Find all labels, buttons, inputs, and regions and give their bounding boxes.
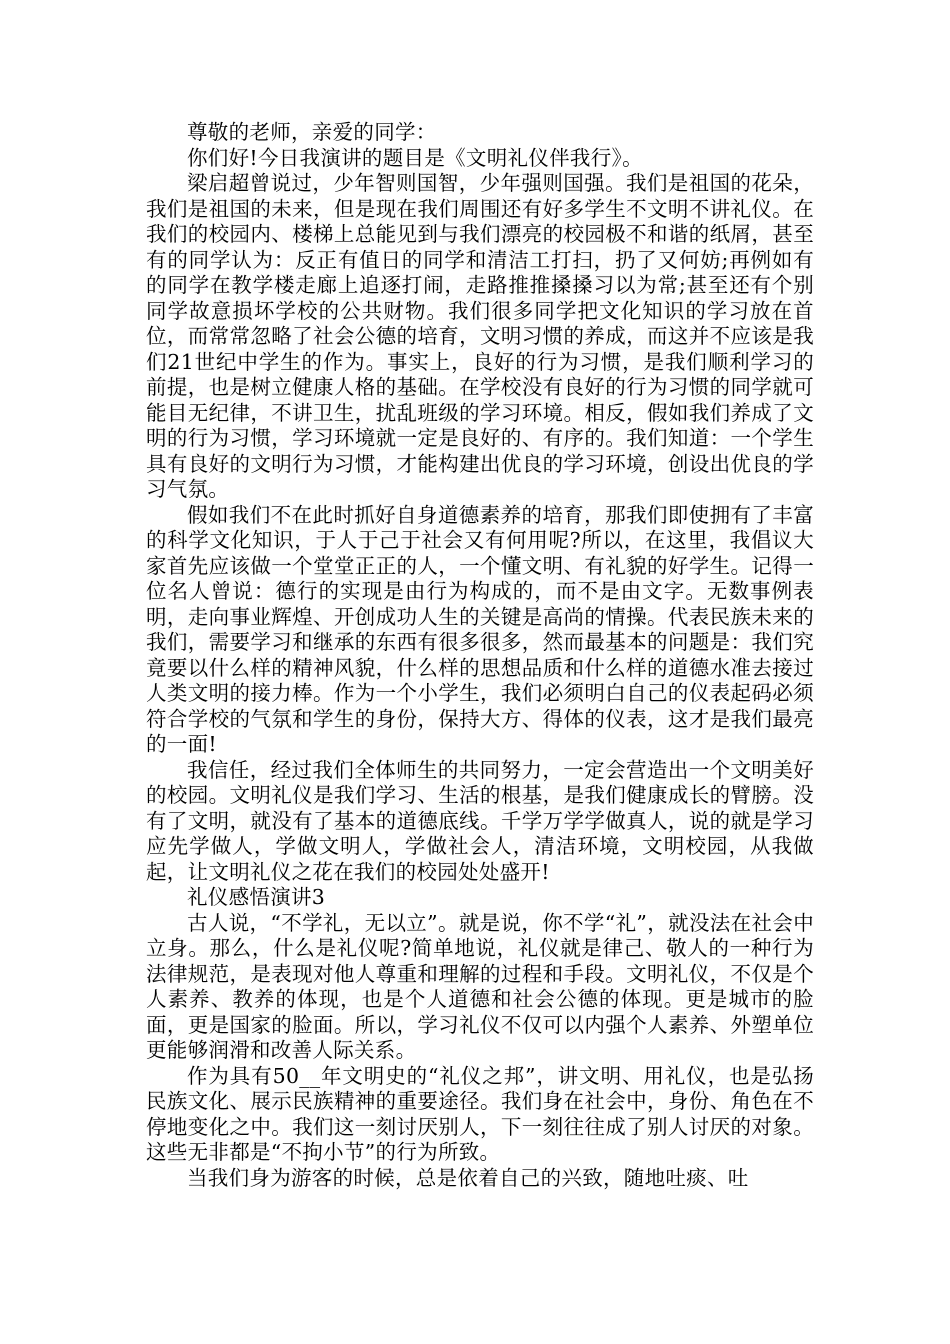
body-paragraph: 我信任，经过我们全体师生的共同努力，一定会营造出一个文明美好的校园。文明礼仪是我们学习、生活的根基，是我们健康成长的臂膀。没有了文明，就没有了基本的道德底线。千学万学学做真人，说的就是学习应先学做人，学做文明人，学做社会人，清洁环境，文明校园，从我做起，让文明礼仪之花在我们的校园处处盛开! <box>146 757 814 884</box>
greeting-paragraph: 你们好!今日我演讲的题目是《文明礼仪伴我行》。 <box>187 145 643 170</box>
body-paragraph: 梁启超曾说过，少年智则国智，少年强则国强。我们是祖国的花朵，我们是祖国的未来，但是现在我们周围还有好多学生不文明不讲礼仪。在我们的校园内、楼梯上总能见到与我们漂亮的校园极不和谐的纸屑，甚至有的同学认为：反正有值日的同学和清洁工打扫，扔了又何妨;再例如有的同学在教学楼走廊上追逐打闹，走路推推搡搡习以为常;甚至还有个别同学故意损坏学校的公共财物。我们很多同学把文化知识的学习放在首位，而常常忽略了社会公德的培育，文明习惯的养成，而这并不应该是我们21世纪中学生的作为。事实上，良好的行为习惯，是我们顺利学习的前提，也是树立健康人格的基础。在学校没有良好的行为习惯的同学就可能目无纪律，不讲卫生，扰乱班级的学习环境。相反，假如我们养成了文明的行为习惯，学习环境就一定是良好的、有序的。我们知道：一个学生具有良好的文明行为习惯，才能构建出优良的学习环境，创设出优良的学习气氛。 <box>146 171 814 501</box>
document-body <box>146 120 814 1191</box>
section-heading: 礼仪感悟演讲3 <box>187 885 326 909</box>
body-paragraph: 当我们身为游客的时候，总是依着自己的兴致，随地吐痰、吐 <box>187 1165 749 1190</box>
body-paragraph: 古人说，“不学礼，无以立”。就是说，你不学“礼”，就没法在社会中立身。那么，什么是礼仪呢?简单地说，礼仪就是律己、敬人的一种行为法律规范，是表现对他人尊重和理解的过程和手段。文明礼仪，不仅是个人素养、教养的体现，也是个人道德和社会公德的体现。更是城市的脸面，更是国家的脸面。所以，学习礼仪不仅可以内强个人素养、外塑单位更能够润滑和改善人际关系。 <box>146 910 814 1062</box>
salutation: 尊敬的老师，亲爱的同学： <box>187 120 437 144</box>
body-paragraph: 假如我们不在此时抓好自身道德素养的培育，那我们即使拥有了丰富的科学文化知识，于人于己于社会又有何用呢?所以，在这里，我倡议大家首先应该做一个堂堂正正的人，一个懂文明、有礼貌的好学生。记得一位名人曾说：德行的实现是由行为构成的，而不是由文字。无数事例表明，走向事业辉煌、开创成功人生的关键是高尚的情操。代表民族未来的我们，需要学习和继承的东西有很多很多，然而最基本的问题是：我们究竟要以什么样的精神风貌，什么样的思想品质和什么样的道德水准去接过人类文明的接力棒。作为一个小学生，我们必须明白自己的仪表起码必须符合学校的气氛和学生的身份，保持大方、得体的仪表，这才是我们最亮的一面! <box>146 502 814 756</box>
body-paragraph: 作为具有50__年文明史的“礼仪之邦”，讲文明、用礼仪，也是弘扬民族文化、展示民族精神的重要途径。我们身在社会中，身份、角色在不停地变化之中。我们这一刻讨厌别人，下一刻往往成了别人讨厌的对象。这些无非都是“不拘小节”的行为所致。 <box>146 1063 814 1164</box>
